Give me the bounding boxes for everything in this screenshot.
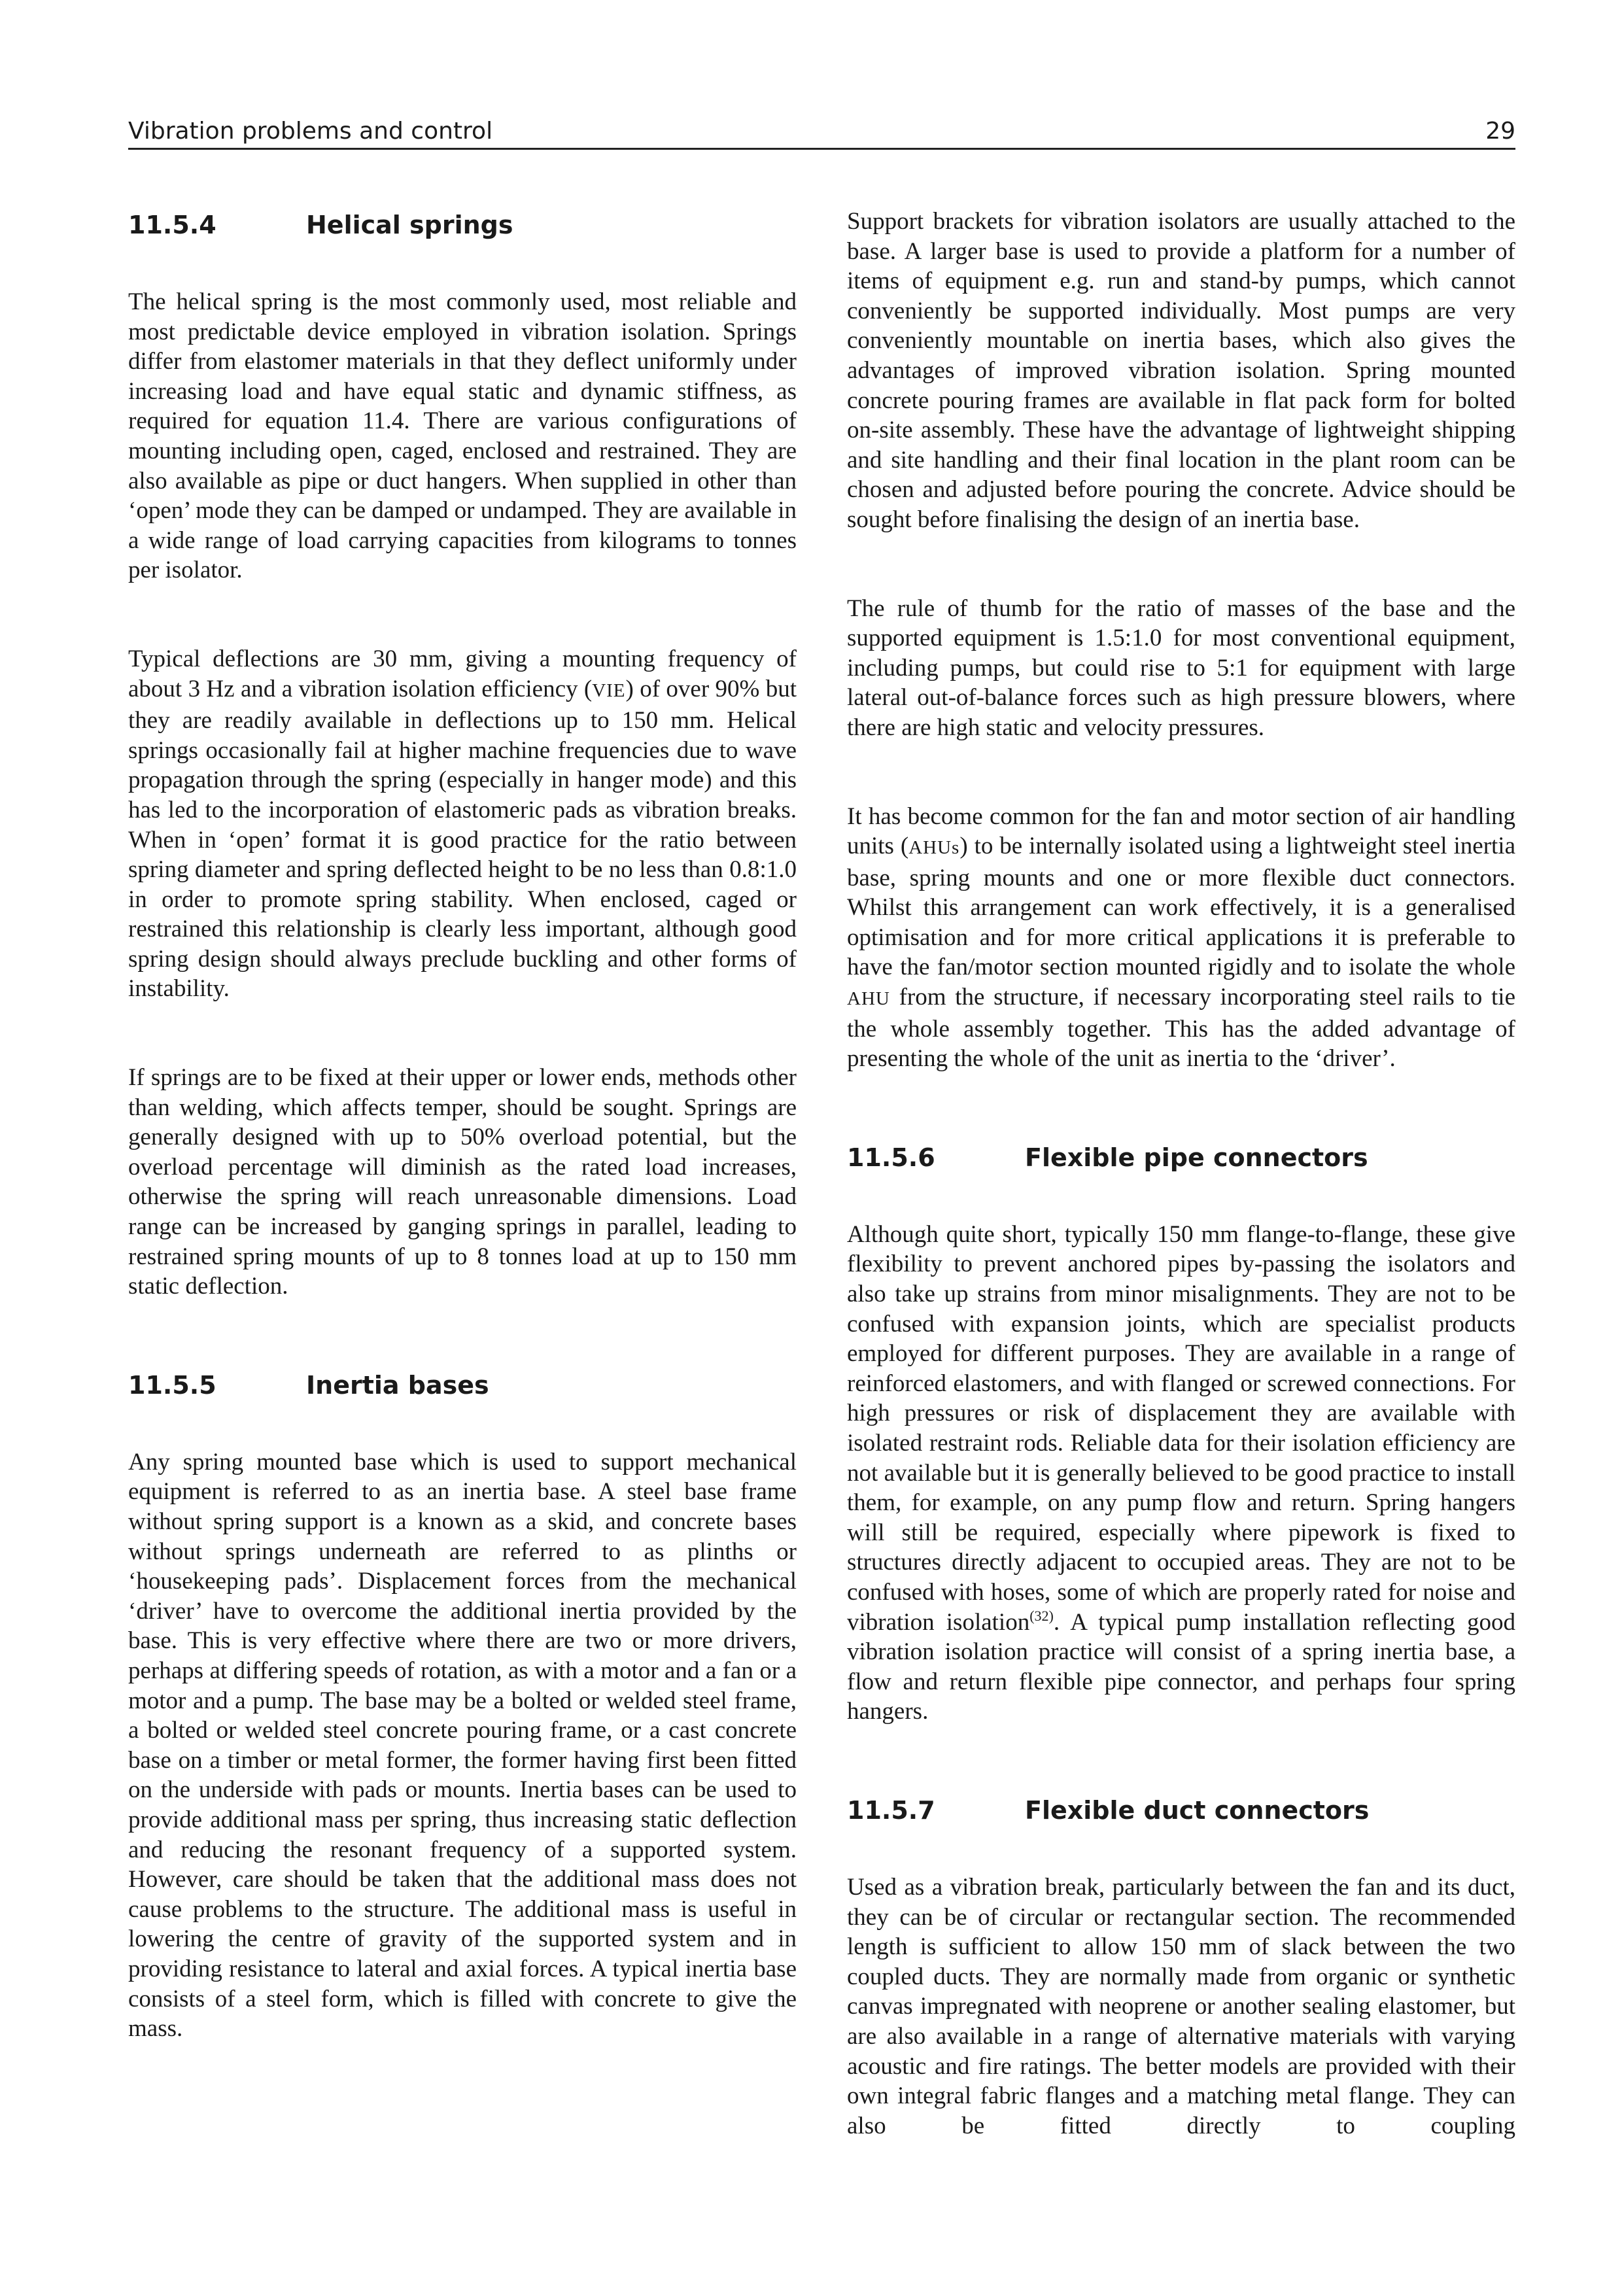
paragraph: If springs are to be fixed at their upper or lower ends, methods other than welding, which affects temper, should be sought. Springs are generally designed with up to 50% overload potential, but the overload percentage will diminish as the rated load increases, otherwise the spring will reach unreasonable dimensions. Load range can be increased by ganging springs in parallel, leading to restrained spring mounts of up to 8 tonnes load at up to 150 mm static deflection. bbox=[128, 1064, 797, 1300]
abbreviation: AHU bbox=[847, 988, 890, 1010]
paragraph: Any spring mounted base which is used to support mechanical equipment is referred to as an inertia base. A steel base frame without spring support is a known as a skid, and concrete bases without springs underneath are referred to as plinths or ‘housekeeping pads’. Displacement forces from the mechanical ‘driver’ have to overcome the additional inertia provided by the base. This is very effective where there are two or more drivers, perhaps at differing speeds of rotation, as with a motor and a fan or a motor and a pump. The base may be a bolted or welded steel frame, a bolted or welded steel concrete pouring frame, or a cast concrete base on a timber or metal former, the former having first been fitted on the underside with pads or mounts. Inertia bases can be used to provide additional mass per spring, thus increasing static deflection and reducing the resonant frequency of a supported system. However, care should be taken that the additional mass does not cause problems to the structure. The additional mass is useful in lowering the centre of gravity of the supported system and in providing resistance to lateral and axial forces. A typical inertia base consists of a steel form, which is filled with concrete to give the mass. bbox=[128, 1448, 797, 2043]
abbreviation: VIE bbox=[592, 680, 626, 701]
section-title: Flexible pipe connectors bbox=[1025, 1143, 1368, 1172]
page-number: 29 bbox=[1485, 118, 1515, 145]
section-heading-11-5-7 bbox=[847, 1792, 1515, 1829]
paragraph: Used as a vibration break, particularly between the fan and its duct, they can be of circular or rectangular section. The recommended length is sufficient to allow 150 mm of slack between the two coupled ducts. They are normally made from organic or synthetic canvas impregnated with neoprene or another sealing elastomer, but are also available in a range of alternative materials with varying acoustic and fire ratings. The better models are provided with their own integral fabric flanges and a matching metal flange. They can also be fitted directly to coupling bbox=[847, 1873, 1515, 2139]
paragraph: The helical spring is the most commonly used, most reliable and most predictable device employed in vibration isolation. Springs differ from elastomer materials in that they deflect uniformly under increasing load and have equal static and dynamic stiffness, as required for equation 11.4. There are various configurations of mounting including open, caged, enclosed and restrained. They are also available as pipe or duct hangers. When supplied in other than ‘open’ mode they can be damped or undamped. They are available in a wide range of load carrying capacities from kilograms to tonnes per isolator. bbox=[128, 288, 797, 584]
section-heading-11-5-6 bbox=[847, 1139, 1515, 1176]
abbreviation: AHUs bbox=[908, 837, 960, 859]
running-head bbox=[128, 115, 1515, 150]
paragraph: The rule of thumb for the ratio of masses of the base and the supported equipment is 1.5:1.0 for most conventional equipment, including pumps, but could rise to 5:1 for equipment with large lateral out-of-balance forces such as high pressure blowers, where there are high static and velocity pressures. bbox=[847, 595, 1515, 741]
right-column bbox=[847, 207, 1515, 2141]
section-title: Flexible duct connectors bbox=[1025, 1795, 1370, 1825]
section-number: 11.5.5 bbox=[128, 1370, 216, 1400]
section-title: Inertia bases bbox=[306, 1370, 489, 1400]
paragraph: Typical deflections are 30 mm, giving a mounting frequency of about 3 Hz and a vibration isolation efficiency (VIE) of over 90% but they are readily available in deflections up to 150 mm. Helical springs occasionally fail at higher machine frequencies due to wave propagation through the spring (especially in hanger mode) and this has led to the incorporation of elastomeric pads as vibration breaks. When in ‘open’ format it is good practice for the ratio between spring diameter and spring deflected height to be no less than 0.8:1.0 in order to promote spring stability. When enclosed, caged or restrained this relationship is clearly less important, although good spring design should always preclude buckling and other forms of instability. bbox=[128, 645, 797, 1003]
section-number: 11.5.6 bbox=[847, 1143, 935, 1172]
section-title: Helical springs bbox=[306, 211, 513, 239]
paragraph: Support brackets for vibration isolators are usually attached to the base. A larger base is used to provide a platform for a number of items of equipment e.g. run and stand-by pumps, which cannot conveniently be supported individually. Most pumps are very conveniently mountable on inertia bases, which also gives the advantages of improved vibration isolation. Spring mounted concrete pouring frames are available in flat pack form for bolted on-site assembly. These have the advantage of lightweight shipping and site handling and their final location in the plant room can be chosen and adjusted before pouring the concrete. Advice should be sought before finalising the design of an inertia base. bbox=[847, 208, 1515, 533]
paragraph: Although quite short, typically 150 mm flange-to-flange, these give flexibility to prevent anchored pipes by-passing the isolators and also take up strains from minor misalignments. They are not to be confused with expansion joints, which are specialist products employed for different purposes. They are available in a range of reinforced elastomers, and with flanged or screwed connections. For high pressures or risk of displacement they are available with isolated restraint rods. Reliable data for their isolation efficiency are not available but it is generally believed to be good practice to install them, for example, on any pump flow and return. Spring hangers will still be required, especially where pipework is fixed to structures directly adjacent to occupied areas. They are not to be confused with hoses, some of which are properly rated for noise and vibration isolation$^{(32)}$. A typical pump installation reflecting good vibration isolation practice will consist of a spring inertia base, a flow and return flexible pipe connector, and perhaps four spring hangers. bbox=[847, 1220, 1515, 1725]
reference-superscript: (32) bbox=[1029, 1607, 1054, 1624]
paragraph: It has become common for the fan and motor section of air handling units (AHUs) to be internally isolated using a lightweight steel inertia base, spring mounts and one or more flexible duct connectors. Whilst this arrangement can work effectively, it is a generalised optimisation and for more critical applications it is preferable to have the fan/motor section mounted rigidly and to isolate the whole AHU from the structure, if necessary incorporating steel rails to tie the whole assembly together. This has the added advantage of presenting the whole of the unit as inertia to the ‘driver’. bbox=[847, 802, 1516, 1073]
section-heading-11-5-5 bbox=[128, 1367, 797, 1404]
running-head-title: Vibration problems and control bbox=[128, 118, 493, 145]
section-number: 11.5.4 bbox=[128, 211, 216, 239]
section-number: 11.5.7 bbox=[847, 1795, 935, 1825]
left-column bbox=[128, 207, 797, 2044]
section-heading-11-5-4 bbox=[128, 207, 797, 243]
